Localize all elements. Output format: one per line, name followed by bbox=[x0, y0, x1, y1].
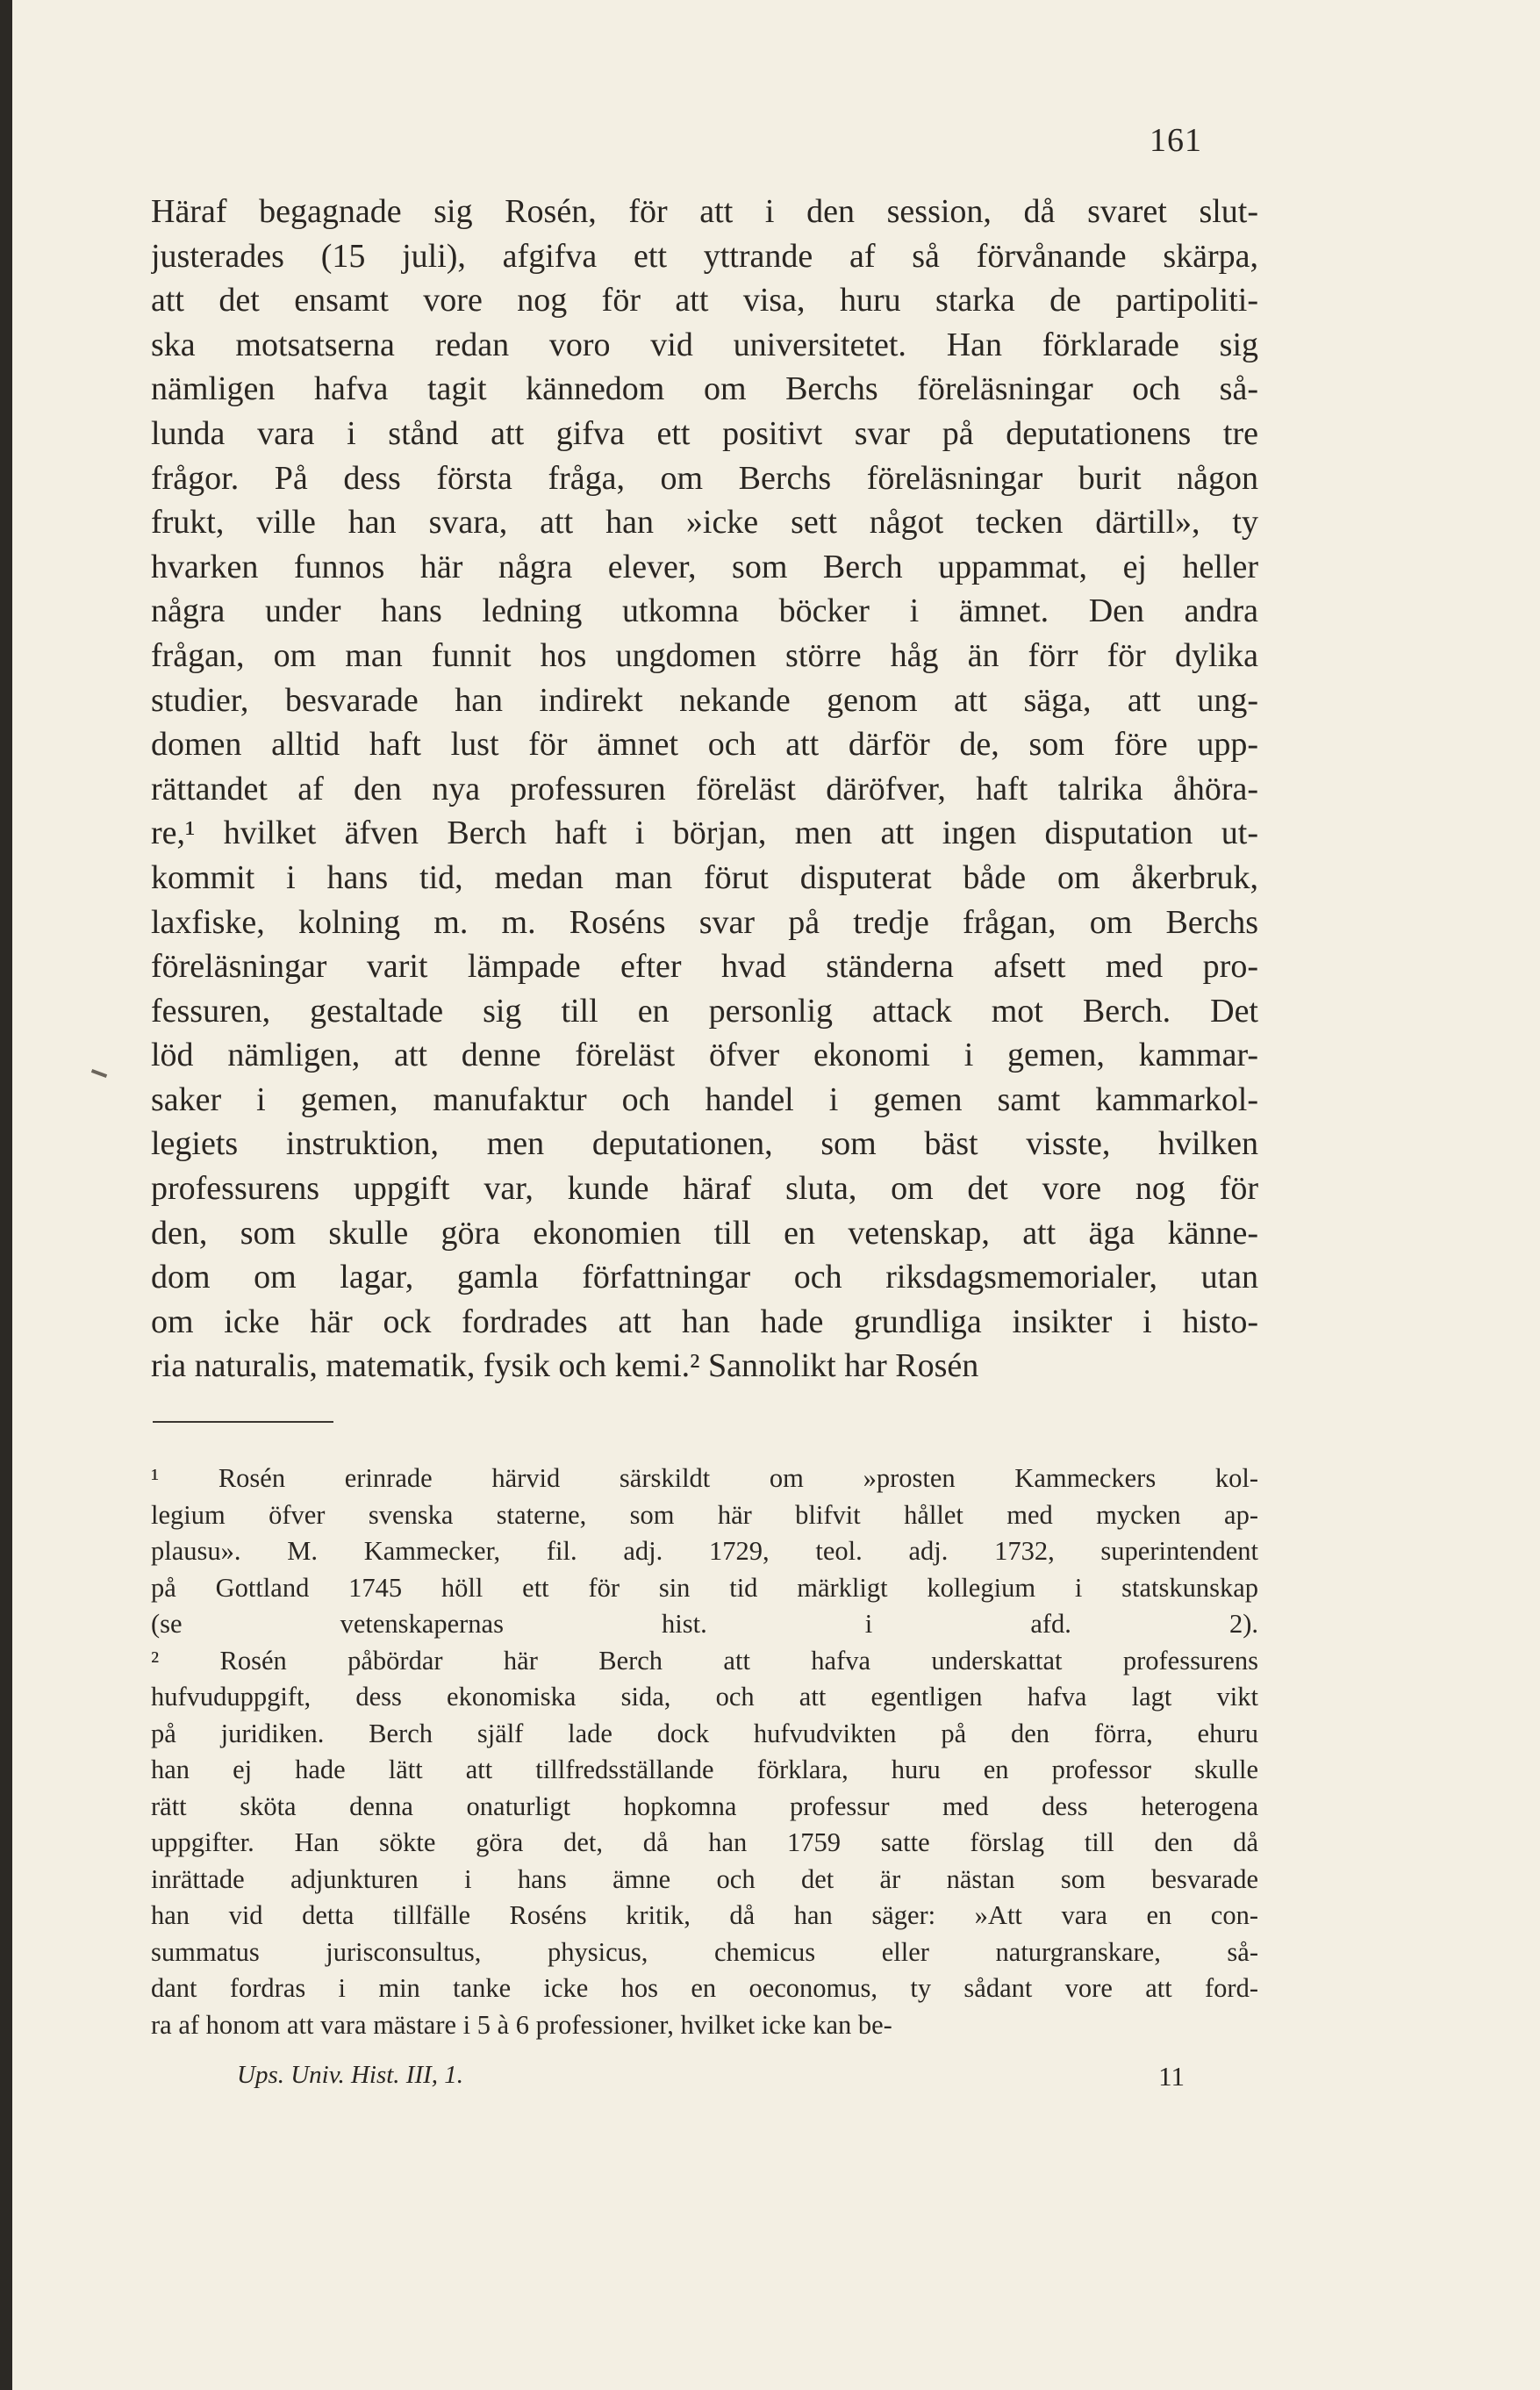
margin-mark bbox=[91, 1069, 107, 1078]
text-line: nämligen hafva tagit kännedom om Berchs föreläsningar och så- bbox=[151, 370, 1258, 408]
text-line: Häraf begagnade sig Rosén, för att i den session, då svaret slut- bbox=[151, 193, 1258, 230]
text-line: domen alltid haft lust för ämnet och att därför de, som före upp- bbox=[151, 726, 1258, 764]
text-line: den, som skulle göra ekonomien till en vetenskap, att äga känne- bbox=[151, 1214, 1258, 1252]
page-number: 161 bbox=[1150, 122, 1202, 159]
page-footer bbox=[237, 2061, 1185, 2101]
text-line: frukt, ville han svara, att han »icke sett något tecken därtill», ty bbox=[151, 504, 1258, 542]
text-line: att det ensamt vore nog för att visa, huru starka de partipoliti- bbox=[151, 282, 1258, 319]
text-line: dom om lagar, gamla författningar och riksdagsmemorialer, utan bbox=[151, 1259, 1258, 1296]
footnote-separator bbox=[153, 1421, 333, 1423]
footnote-line: han vid detta tillfälle Roséns kritik, då han säger: »Att vara en con- bbox=[151, 1900, 1258, 1930]
sheet-number: 11 bbox=[1158, 2061, 1185, 2092]
footnote-line: plausu». M. Kammecker, fil. adj. 1729, teol. adj. 1732, superintendent bbox=[151, 1536, 1258, 1566]
signature-mark: Ups. Univ. Hist. III, 1. bbox=[237, 2061, 464, 2089]
footnote-line: på juridiken. Berch själf lade dock hufvudvikten på den förra, ehuru bbox=[151, 1718, 1258, 1748]
text-line: fessuren, gestaltade sig till en personlig attack mot Berch. Det bbox=[151, 992, 1258, 1030]
text-line: om icke här ock fordrades att han hade grundliga insikter i histo- bbox=[151, 1303, 1258, 1340]
body-text bbox=[151, 190, 1258, 1389]
text-line: rättandet af den nya professuren föreläst däröfver, haft talrika åhöra- bbox=[151, 770, 1258, 807]
text-line: professurens uppgift var, kunde häraf sluta, om det vore nog för bbox=[151, 1170, 1258, 1208]
footnote-line: summatus jurisconsultus, physicus, chemicus eller naturgranskare, så- bbox=[151, 1936, 1258, 1967]
text-line: frågan, om man funnit hos ungdomen större håg än förr för dylika bbox=[151, 636, 1258, 674]
footnote-line: ¹ Rosén erinrade härvid särskildt om »prosten Kammeckers kol- bbox=[151, 1463, 1258, 1493]
footnote-line: inrättade adjunkturen i hans ämne och det är nästan som besvarade bbox=[151, 1863, 1258, 1894]
text-line: löd nämligen, att denne föreläst öfver ekonomi i gemen, kammar- bbox=[151, 1037, 1258, 1074]
text-line: hvarken funnos här några elever, som Berch uppammat, ej heller bbox=[151, 548, 1258, 585]
footnote-line: rätt sköta denna onaturligt hopkomna professur med dess heterogena bbox=[151, 1791, 1258, 1821]
footnote-line: uppgifter. Han sökte göra det, då han 1759 satte förslag till den då bbox=[151, 1827, 1258, 1857]
footnote-line: han ej hade lätt att tillfredsställande förklara, huru en professor skulle bbox=[151, 1755, 1258, 1784]
text-line: re,¹ hvilket äfven Berch haft i början, men att ingen disputation ut- bbox=[151, 815, 1258, 852]
text-line: lunda vara i stånd att gifva ett positivt svar på deputationens tre bbox=[151, 414, 1258, 452]
page-binding-shadow bbox=[0, 0, 12, 2390]
text-line: studier, besvarade han indirekt nekande genom att säga, att ung- bbox=[151, 681, 1258, 719]
text-line: några under hans ledning utkomna böcker i ämnet. Den andra bbox=[151, 592, 1258, 630]
footnote-line: ² Rosén påbördar här Berch att hafva underskattat professurens bbox=[151, 1645, 1258, 1676]
footnote-line: dant fordras i min tanke icke hos en oeconomus, ty sådant vore att ford- bbox=[151, 1973, 1258, 2003]
text-line: frågor. På dess första fråga, om Berchs föreläsningar burit någon bbox=[151, 459, 1258, 497]
text-line: saker i gemen, manufaktur och handel i gemen samt kammarkol- bbox=[151, 1080, 1258, 1118]
text-line: ria naturalis, matematik, fysik och kemi.² Sannolikt har Rosén bbox=[151, 1347, 979, 1385]
text-line: föreläsningar varit lämpade efter hvad ständerna afsett med pro- bbox=[151, 948, 1258, 986]
footnote-line: på Gottland 1745 höll ett för sin tid märkligt kollegium i statskunskap bbox=[151, 1572, 1258, 1603]
text-line: kommit i hans tid, medan man förut disputerat både om åkerbruk, bbox=[151, 858, 1258, 896]
text-line: ska motsatserna redan voro vid universitetet. Han förklarade sig bbox=[151, 326, 1258, 363]
text-line: legiets instruktion, men deputationen, som bäst visste, hvilken bbox=[151, 1125, 1258, 1163]
footnote-line: (se vetenskapernas hist. i afd. 2). bbox=[151, 1609, 1258, 1639]
text-line: justerades (15 juli), afgifva ett yttrande af så förvånande skärpa, bbox=[151, 237, 1258, 275]
footnote-line: ra af honom att vara mästare i 5 à 6 professioner, hvilket icke kan be- bbox=[151, 2009, 892, 2040]
text-line: laxfiske, kolning m. m. Roséns svar på tredje frågan, om Berchs bbox=[151, 903, 1258, 941]
footnotes bbox=[151, 1461, 1258, 2043]
footnote-line: legium öfver svenska staterne, som här blifvit hållet med mycken ap- bbox=[151, 1499, 1258, 1530]
footnote-line: hufvuduppgift, dess ekonomiska sida, och att egentligen hafva lagt vikt bbox=[151, 1682, 1258, 1712]
